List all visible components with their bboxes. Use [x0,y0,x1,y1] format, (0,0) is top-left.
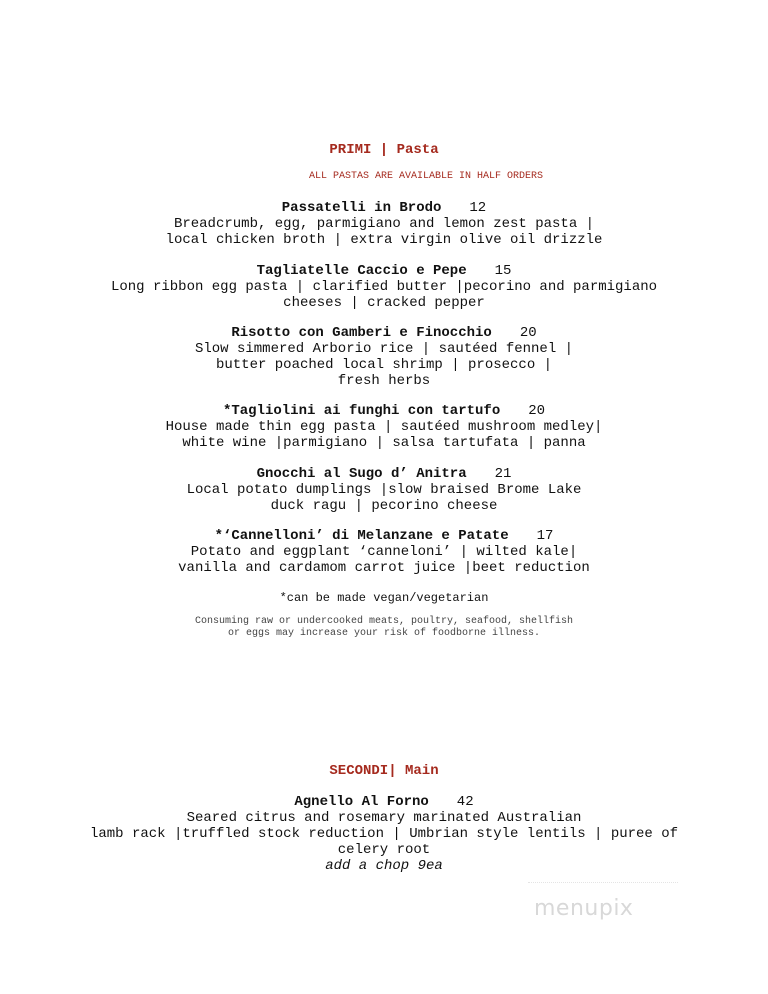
menu-item [0,325,768,389]
menu-item [0,466,768,514]
item-description: Slow simmered Arborio rice | sautéed fennel | [194,341,574,357]
item-name: Tagliatelle Caccio e Pepe [256,263,467,279]
menu-item [0,528,768,576]
item-description: Long ribbon egg pasta | clarified butter |pecorino and parmigiano [110,279,658,295]
secondi-title: SECONDI| Main [329,763,439,779]
menu-item [0,403,768,451]
item-name: *‘Cannelloni’ di Melanzane e Patate [214,528,509,544]
item-name: Gnocchi al Sugo d’ Anitra [256,466,467,482]
item-price: 12 [469,200,487,216]
item-description: celery root [337,842,431,858]
item-price: 20 [519,325,537,341]
item-description: butter poached local shrimp | prosecco | [215,357,553,373]
item-price: 20 [528,403,546,419]
vegan-note: *can be made vegan/vegetarian [279,591,489,605]
item-name: Agnello Al Forno [294,794,429,810]
menu-item [0,200,768,248]
item-description: white wine |parmigiano | salsa tartufata | panna [182,435,586,451]
item-name: Passatelli in Brodo [281,200,442,216]
warning-line: or eggs may increase your risk of foodborne illness. [227,628,541,639]
item-description: Seared citrus and rosemary marinated Australian [186,810,582,826]
item-description: House made thin egg pasta | sautéed mushroom medley| [165,419,603,435]
item-description: fresh herbs [337,373,431,389]
item-price: 42 [456,794,474,810]
watermark-decoration [528,882,678,889]
item-name: *Tagliolini ai funghi con tartufo [222,403,501,419]
item-price: 17 [536,528,554,544]
item-description: local chicken broth | extra virgin olive oil drizzle [165,232,603,248]
item-description: Breadcrumb, egg, parmigiano and lemon zest pasta | [173,216,595,232]
primi-title: PRIMI | Pasta [329,142,439,158]
item-price: 15 [494,263,512,279]
item-description: lamb rack |truffled stock reduction | Umbrian style lentils | puree of [89,826,679,842]
item-description: Local potato dumplings |slow braised Brome Lake [186,482,582,498]
item-description: vanilla and cardamom carrot juice |beet reduction [178,560,590,576]
menu-item [0,794,768,874]
half-orders-note: ALL PASTAS ARE AVAILABLE IN HALF ORDERS [308,171,544,182]
item-description: cheeses | cracked pepper [283,295,485,311]
item-extra: add a chop 9ea [325,858,443,874]
item-name: Risotto con Gamberi e Finocchio [231,325,492,341]
item-description: Potato and eggplant ‘canneloni’ | wilted kale| [190,544,578,560]
warning-line: Consuming raw or undercooked meats, poultry, seafood, shellfish [194,616,574,627]
foodborne-warning [0,616,768,640]
watermark-logo: menupix [534,896,634,921]
menu-item [0,263,768,311]
item-description: duck ragu | pecorino cheese [270,498,498,514]
item-price: 21 [494,466,512,482]
